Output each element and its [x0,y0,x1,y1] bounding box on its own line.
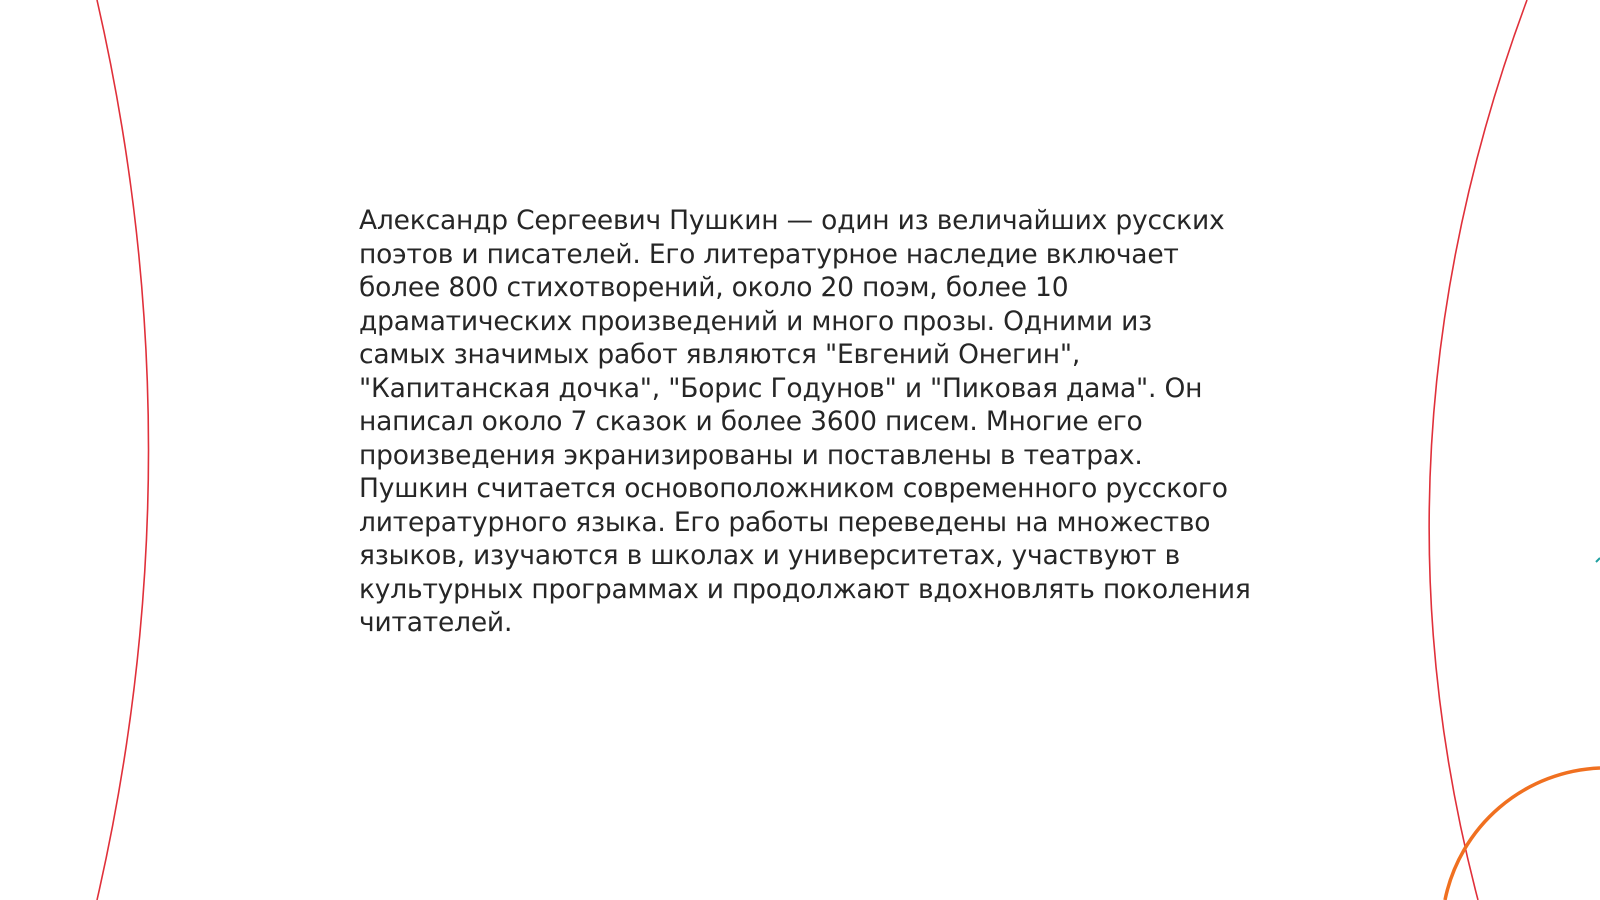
body-text-line: языков, изучаются в школах и университетах, участвуют в [359,540,1181,571]
body-text-line: драматических произведений и много прозы. Одними из [359,305,1152,337]
right-frame-curve [1429,0,1527,900]
body-text-line: самых значимых работ являются "Евгений Онегин", [359,339,1081,370]
body-text [359,204,1259,640]
body-text-line: произведения экранизированы и поставлены в театрах. [359,439,1143,471]
body-text-line: Александр Сергеевич Пушкин — один из величайших русских [359,205,1225,236]
body-text-line: Пушкин считается основоположником современного русского [359,473,1228,504]
body-text-line: написал около 7 сказок и более 3600 писем. Многие его [359,406,1143,437]
body-text-line: "Капитанская дочка", "Борис Годунов" и "Пиковая дама". Он [359,372,1203,404]
orange-arc [1445,768,1600,900]
body-text-line: читателей. [359,607,513,638]
teal-mark [1596,558,1600,562]
body-text-line: культурных программах и продолжают вдохновлять поколения [359,573,1251,605]
body-text-line: более 800 стихотворений, около 20 поэм, более 10 [359,272,1069,303]
left-frame-curve [97,0,149,900]
body-text-line: поэтов и писателей. Его литературное наследие включает [359,238,1179,270]
body-text-line: литературного языка. Его работы переведены на множество [359,506,1211,538]
